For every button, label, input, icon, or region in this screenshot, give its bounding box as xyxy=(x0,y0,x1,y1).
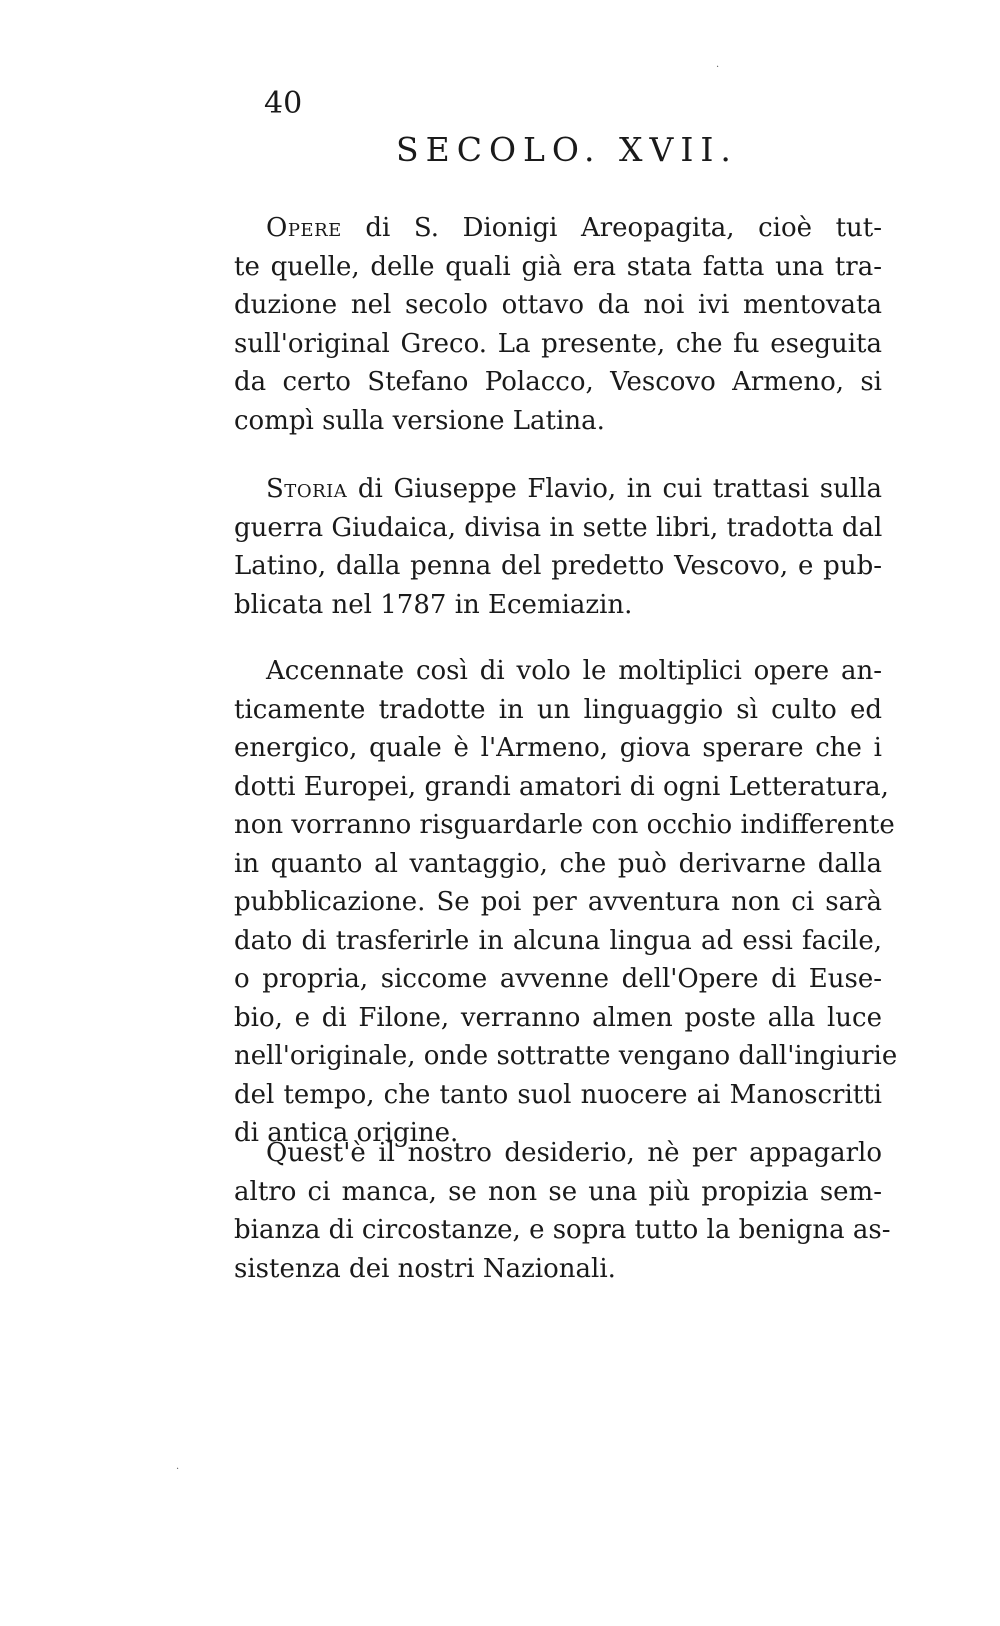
text-line: guerra Giudaica, divisa in sette libri, tradotta dal xyxy=(234,512,883,543)
ink-speck: · xyxy=(716,62,720,73)
text-line: pubblicazione. Se poi per avventura non ci sarà xyxy=(234,887,882,917)
text-line: nell'originale, onde sottratte vengano dall'ingiurie xyxy=(234,1041,898,1071)
text-line: Opere di S. Dionigi Areopagita, cioè tut- xyxy=(266,213,882,243)
text-line: Quest'è il nostro desiderio, nè per appagarlo xyxy=(266,1138,882,1168)
paragraph-lead-word: Storia xyxy=(266,474,348,504)
paragraph-storia xyxy=(234,470,882,624)
paragraph-accennate xyxy=(234,652,898,1153)
text-line: altro ci manca, se non se una più propizia sem- xyxy=(234,1176,882,1207)
text-line: Storia di Giuseppe Flavio, in cui trattasi sulla xyxy=(266,474,882,504)
text-line: dato di trasferirle in alcuna lingua ad essi facile, xyxy=(234,925,882,956)
text-line: sull'original Greco. La presente, che fu eseguita xyxy=(234,328,882,359)
text-line: in quanto al vantaggio, che può derivarne dalla xyxy=(234,848,882,879)
text-line: duzione nel secolo ottavo da noi ivi mentovata xyxy=(234,290,882,320)
text-line: bio, e di Filone, verranno almen poste alla luce xyxy=(234,1002,882,1033)
text-line: Accennate così di volo le moltiplici opere an- xyxy=(266,656,882,686)
text-line: energico, quale è l'Armeno, giova sperare che i xyxy=(234,733,882,763)
ink-speck: · xyxy=(176,1464,180,1475)
text-line: bianza di circostanze, e sopra tutto la benigna as- xyxy=(234,1215,891,1245)
text-line: blicata nel 1787 in Ecemiazin. xyxy=(234,589,633,620)
running-head: SECOLO. XVII. xyxy=(396,130,738,169)
text-line: o propria, siccome avvenne dell'Opere di Euse- xyxy=(234,964,882,994)
text-line: del tempo, che tanto suol nuocere ai Manoscritti xyxy=(234,1079,882,1110)
paragraph-opere xyxy=(234,209,882,440)
text-line: ticamente tradotte in un linguaggio sì culto ed xyxy=(234,694,882,725)
text-line: sistenza dei nostri Nazionali. xyxy=(234,1253,616,1284)
text-line: compì sulla versione Latina. xyxy=(234,405,605,436)
text-line: te quelle, delle quali già era stata fatta una tra- xyxy=(234,251,882,282)
paragraph-quest xyxy=(234,1134,891,1288)
text-line: non vorranno risguardarle con occhio indifferente xyxy=(234,810,895,840)
page-number: 40 xyxy=(264,86,303,121)
text-line: Latino, dalla penna del predetto Vescovo, e pub- xyxy=(234,551,882,581)
paragraph-lead-word: Opere xyxy=(266,213,342,243)
text-line: da certo Stefano Polacco, Vescovo Armeno, si xyxy=(234,367,882,397)
text-line: dotti Europei, grandi amatori di ogni Letteratura, xyxy=(234,771,889,802)
text-line: di antica origine. xyxy=(234,1118,459,1148)
